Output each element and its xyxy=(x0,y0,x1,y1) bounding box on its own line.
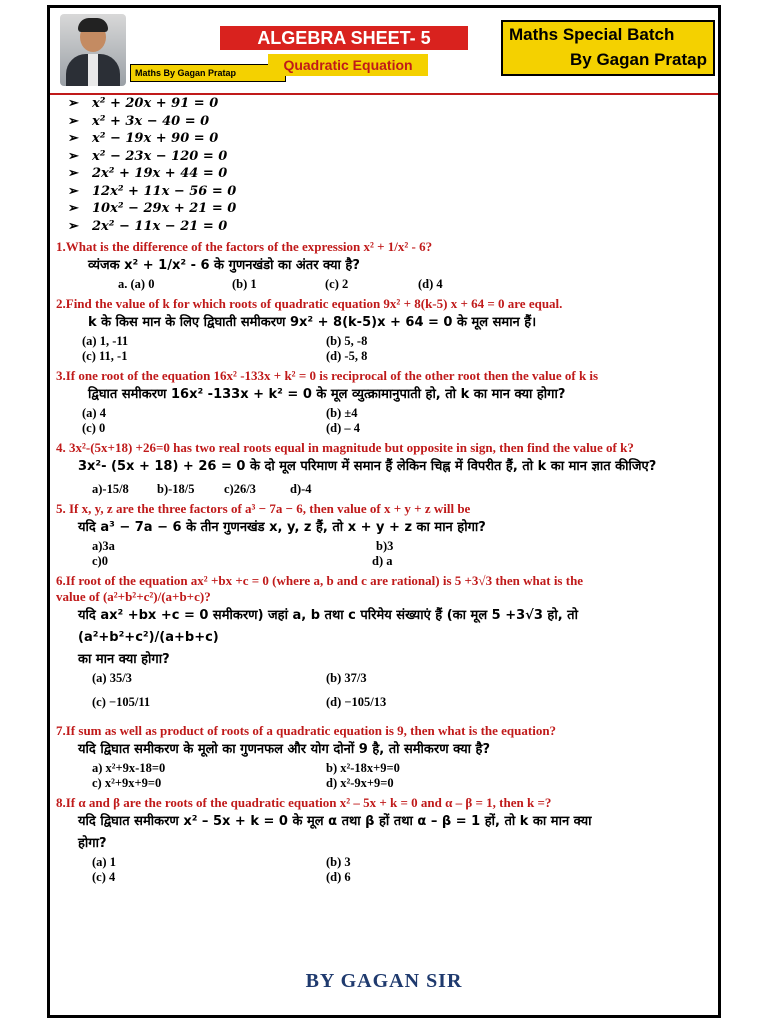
option-d: (d) −105/13 xyxy=(326,695,387,709)
sheet-title: ALGEBRA SHEET- 5 xyxy=(220,26,468,50)
arrow-bullet-icon: ➢ xyxy=(68,201,79,216)
sheet-subtitle: Quadratic Equation xyxy=(268,54,428,76)
arrow-bullet-icon: ➢ xyxy=(68,166,79,181)
option-d: (d) 6 xyxy=(326,870,351,884)
question-3-en: 3.If one root of the equation 16x² -133x + k² = 0 is reciprocal of the other root then the value of k is xyxy=(56,368,599,383)
question-1-en: 1.What is the difference of the factors of the expression x² + 1/x² - 6? xyxy=(56,239,433,254)
worksheet-content xyxy=(56,95,718,885)
question-3-hi: द्विघात समीकरण 16x² -133x + k² = 0 के मूल व्युत्क्रामानुपाती हो, तो k का मान क्या होगा? xyxy=(88,387,566,402)
question-8-en: 8.If α and β are the roots of the quadratic equation x² – 5x + k = 0 and α – β = 1, then k =? xyxy=(56,795,552,810)
option-a: (a) 35/3 xyxy=(92,671,132,685)
question-2-hi: k के किस मान के लिए द्विघाती समीकरण 9x² + 8(k-5)x + 64 = 0 के मूल समान हैं। xyxy=(88,315,537,330)
question-6-en xyxy=(56,573,718,605)
option-c: c)26/3 xyxy=(224,482,256,496)
question-5-options xyxy=(82,539,718,569)
question-8-hi-line2: होगा? xyxy=(78,836,107,851)
option-a: (a) 1, -11 xyxy=(82,334,129,348)
option-a: a)3a xyxy=(92,539,115,553)
option-a: a) x²+9x-18=0 xyxy=(92,761,166,775)
equation-item: ➢ x² − 23x − 120 = 0 xyxy=(68,148,228,164)
option-b: (b) 3 xyxy=(326,855,351,869)
option-b: (b) 37/3 xyxy=(326,671,367,685)
option-d: d) x²-9x+9=0 xyxy=(326,776,394,790)
option-b: (b) 1 xyxy=(232,277,257,291)
option-c: c) x²+9x+9=0 xyxy=(92,776,162,790)
question-5-en: 5. If x, y, z are the three factors of a³ − 7a − 6, then value of x + y + z will be xyxy=(56,501,471,516)
equation-item: ➢ 12x² + 11x − 56 = 0 xyxy=(68,183,237,199)
question-4-hi: 3x²- (5x + 18) + 26 = 0 के दो मूल परिमाण में समान हैं लेकिन चिह्न में विपरीत हैं, तो k का मान ज्ञात कीजिए? xyxy=(78,459,657,474)
option-c: (c) 0 xyxy=(82,421,106,435)
brand-box xyxy=(501,20,715,76)
question-1-options xyxy=(82,277,718,292)
option-a: a)-15/8 xyxy=(92,482,129,496)
question-6-en-line2: value of (a²+b²+c²)/(a+b+c)? xyxy=(56,589,211,604)
option-c: (c) −105/11 xyxy=(92,695,151,709)
option-d: (d) -5, 8 xyxy=(326,349,368,363)
option-d: d)-4 xyxy=(290,482,312,496)
brand-line2: By Gagan Pratap xyxy=(570,50,707,69)
question-8-hi-line1: यदि द्विघात समीकरण x² – 5x + k = 0 के मूल α तथा β हों तथा α – β = 1 हों, तो k का मान क्या xyxy=(78,814,592,829)
equation-item: ➢ x² + 20x + 91 = 0 xyxy=(68,96,219,111)
equation-item: ➢ x² + 3x − 40 = 0 xyxy=(68,113,210,129)
question-6-options xyxy=(82,671,718,719)
arrow-bullet-icon: ➢ xyxy=(68,96,79,111)
equation-item: ➢ 2x² − 11x − 21 = 0 xyxy=(68,218,228,234)
option-d: d) a xyxy=(372,554,393,568)
arrow-bullet-icon: ➢ xyxy=(68,113,79,129)
question-2-en: 2.Find the value of k for which roots of quadratic equation 9x² + 8(k-5) x + 64 = 0 are equal. xyxy=(56,296,563,311)
question-1-hi: व्यंजक x² + 1/x² - 6 के गुणनखंडो का अंतर क्या है? xyxy=(88,258,360,273)
arrow-bullet-icon: ➢ xyxy=(68,131,79,146)
question-4-en: 4. 3x²-(5x+18) +26=0 has two real roots equal in magnitude but opposite in sign, then find the value of k? xyxy=(56,440,634,455)
question-2-options xyxy=(82,334,718,364)
equation-item: ➢ x² − 19x + 90 = 0 xyxy=(68,131,219,146)
question-6-hi-line2: का मान क्या होगा? xyxy=(78,652,170,667)
question-8-options xyxy=(82,855,718,885)
option-c: c)0 xyxy=(92,554,108,568)
arrow-bullet-icon: ➢ xyxy=(68,218,79,234)
arrow-bullet-icon: ➢ xyxy=(68,148,79,164)
option-b: b)3 xyxy=(376,539,394,553)
question-4-options xyxy=(82,482,718,497)
question-6-en-line1: 6.If root of the equation ax² +bx +c = 0 (where a, b and c are rational) is 5 +3√3 then what is the xyxy=(56,573,584,588)
option-c: (c) 11, -1 xyxy=(82,349,128,363)
option-a: a. (a) 0 xyxy=(118,277,155,291)
author-tag: Maths By Gagan Pratap xyxy=(130,64,286,82)
option-b: b)-18/5 xyxy=(157,482,195,496)
equation-item: ➢ 2x² + 19x + 44 = 0 xyxy=(68,166,228,181)
author-photo xyxy=(60,14,126,86)
arrow-bullet-icon: ➢ xyxy=(68,183,79,199)
question-6-hi-line1: यदि ax² +bx +c = 0 समीकरण) जहां a, b तथा c परिमेय संख्याएं हैं (का मूल 5 +3√3 हो, तो (a²+b²+c²)/(a+b+c) xyxy=(78,608,578,645)
option-b: (b) ±4 xyxy=(326,406,358,420)
question-7-hi: यदि द्विघात समीकरण के मूलो का गुणनफल और योग दोनों 9 है, तो समीकरण क्या है? xyxy=(78,742,490,757)
equation-item: ➢ 10x² − 29x + 21 = 0 xyxy=(68,201,237,216)
header xyxy=(50,8,718,93)
question-6-hi xyxy=(78,605,718,671)
question-5-hi: यदि a³ − 7a − 6 के तीन गुणनखंड x, y, z हैं, तो x + y + z का मान होगा? xyxy=(78,520,486,535)
option-b: b) x²-18x+9=0 xyxy=(326,761,400,775)
option-a: (a) 4 xyxy=(82,406,106,420)
question-3-options xyxy=(82,406,718,436)
option-c: (c) 2 xyxy=(325,277,349,291)
question-7-en: 7.If sum as well as product of roots of a quadratic equation is 9, then what is the equation? xyxy=(56,723,557,738)
question-7-options xyxy=(82,761,718,791)
question-8-hi xyxy=(78,811,718,855)
option-c: (c) 4 xyxy=(92,870,116,884)
option-d: (d) 4 xyxy=(418,277,443,291)
option-a: (a) 1 xyxy=(92,855,116,869)
brand-line1: Maths Special Batch xyxy=(509,25,675,44)
option-d: (d) – 4 xyxy=(326,421,361,435)
footer-credit: BY GAGAN SIR xyxy=(305,970,463,992)
option-b: (b) 5, -8 xyxy=(326,334,368,348)
